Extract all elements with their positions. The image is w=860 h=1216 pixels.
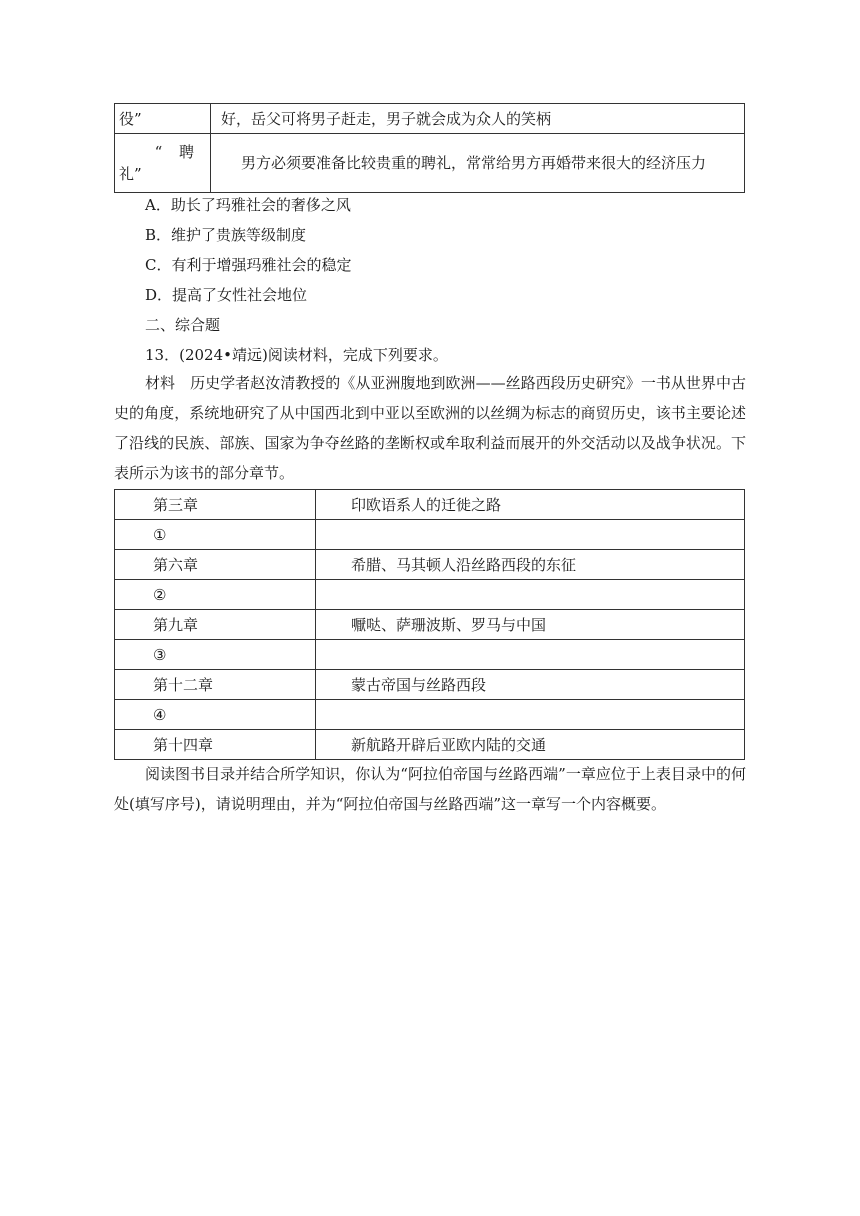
chapter-number: ③ — [115, 640, 316, 670]
table-row — [115, 520, 745, 550]
marriage-customs-table — [114, 103, 745, 193]
chapter-number: 第十二章 — [115, 670, 316, 700]
chapter-title: 嚈哒、萨珊波斯、罗马与中国 — [316, 610, 745, 640]
table-row — [115, 670, 745, 700]
section-title: 二、综合题 — [145, 316, 221, 334]
option-a: A．助长了玛雅社会的奢侈之风 — [145, 196, 351, 214]
chapter-number: 第十四章 — [115, 730, 316, 760]
option-b: B．维护了贵族等级制度 — [145, 226, 307, 244]
table-row — [115, 134, 745, 193]
chapter-number: 第九章 — [115, 610, 316, 640]
custom-description-cell: 男方必须要准备比较贵重的聘礼，常常给男方再婚带来很大的经济压力 — [211, 134, 745, 193]
chapter-title: 蒙古帝国与丝路西段 — [316, 670, 745, 700]
chapter-title: 新航路开辟后亚欧内陆的交通 — [316, 730, 745, 760]
option-d: D．提高了女性社会地位 — [145, 286, 308, 304]
table-row — [115, 104, 745, 134]
custom-name-line-1: “ 聘 — [154, 143, 200, 161]
chapter-number: ② — [115, 580, 316, 610]
chapter-title — [316, 700, 745, 730]
chapter-number: ① — [115, 520, 316, 550]
table-row — [115, 580, 745, 610]
chapter-number: 第六章 — [115, 550, 316, 580]
chapter-title — [316, 580, 745, 610]
table-row — [115, 610, 745, 640]
table-row — [115, 730, 745, 760]
custom-name-cell — [115, 134, 211, 193]
question-text: 阅读图书目录并结合所学知识，你认为“阿拉伯帝国与丝路西端”一章应位于上表目录中的何处(填写序号)，请说明理由，并为“阿拉伯帝国与丝路西端”这一章写一个内容概要。 — [114, 765, 746, 813]
question-header: 13．(2024•靖远)阅读材料，完成下列要求。 — [145, 346, 448, 364]
chapter-title: 希腊、马其顿人沿丝路西段的东征 — [316, 550, 745, 580]
table-row — [115, 640, 745, 670]
custom-name-line-2: 礼” — [119, 165, 142, 183]
chapter-title: 印欧语系人的迁徙之路 — [316, 490, 745, 520]
chapter-title — [316, 520, 745, 550]
chapter-title — [316, 640, 745, 670]
option-c: C．有利于增强玛雅社会的稳定 — [145, 256, 352, 274]
table-row — [115, 700, 745, 730]
chapters-table — [114, 489, 745, 760]
table-row — [115, 550, 745, 580]
custom-description-cell: 好，岳父可将男子赶走，男子就会成为众人的笑柄 — [211, 104, 745, 134]
material-paragraph: 材料 历史学者赵汝清教授的《从亚洲腹地到欧洲——丝路西段历史研究》一书从世界中古史的角度，系统地研究了从中国西北到中亚以至欧洲的以丝绸为标志的商贸历史，该书主要论述了沿线的民族、部族、国家为争夺丝路的垄断权或牟取利益而展开的外交活动以及战争状况。下表所示为该书的部分章节。 — [114, 374, 746, 482]
chapter-number: ④ — [115, 700, 316, 730]
custom-name-cell: 役” — [115, 104, 211, 134]
chapter-number: 第三章 — [115, 490, 316, 520]
table-row — [115, 490, 745, 520]
